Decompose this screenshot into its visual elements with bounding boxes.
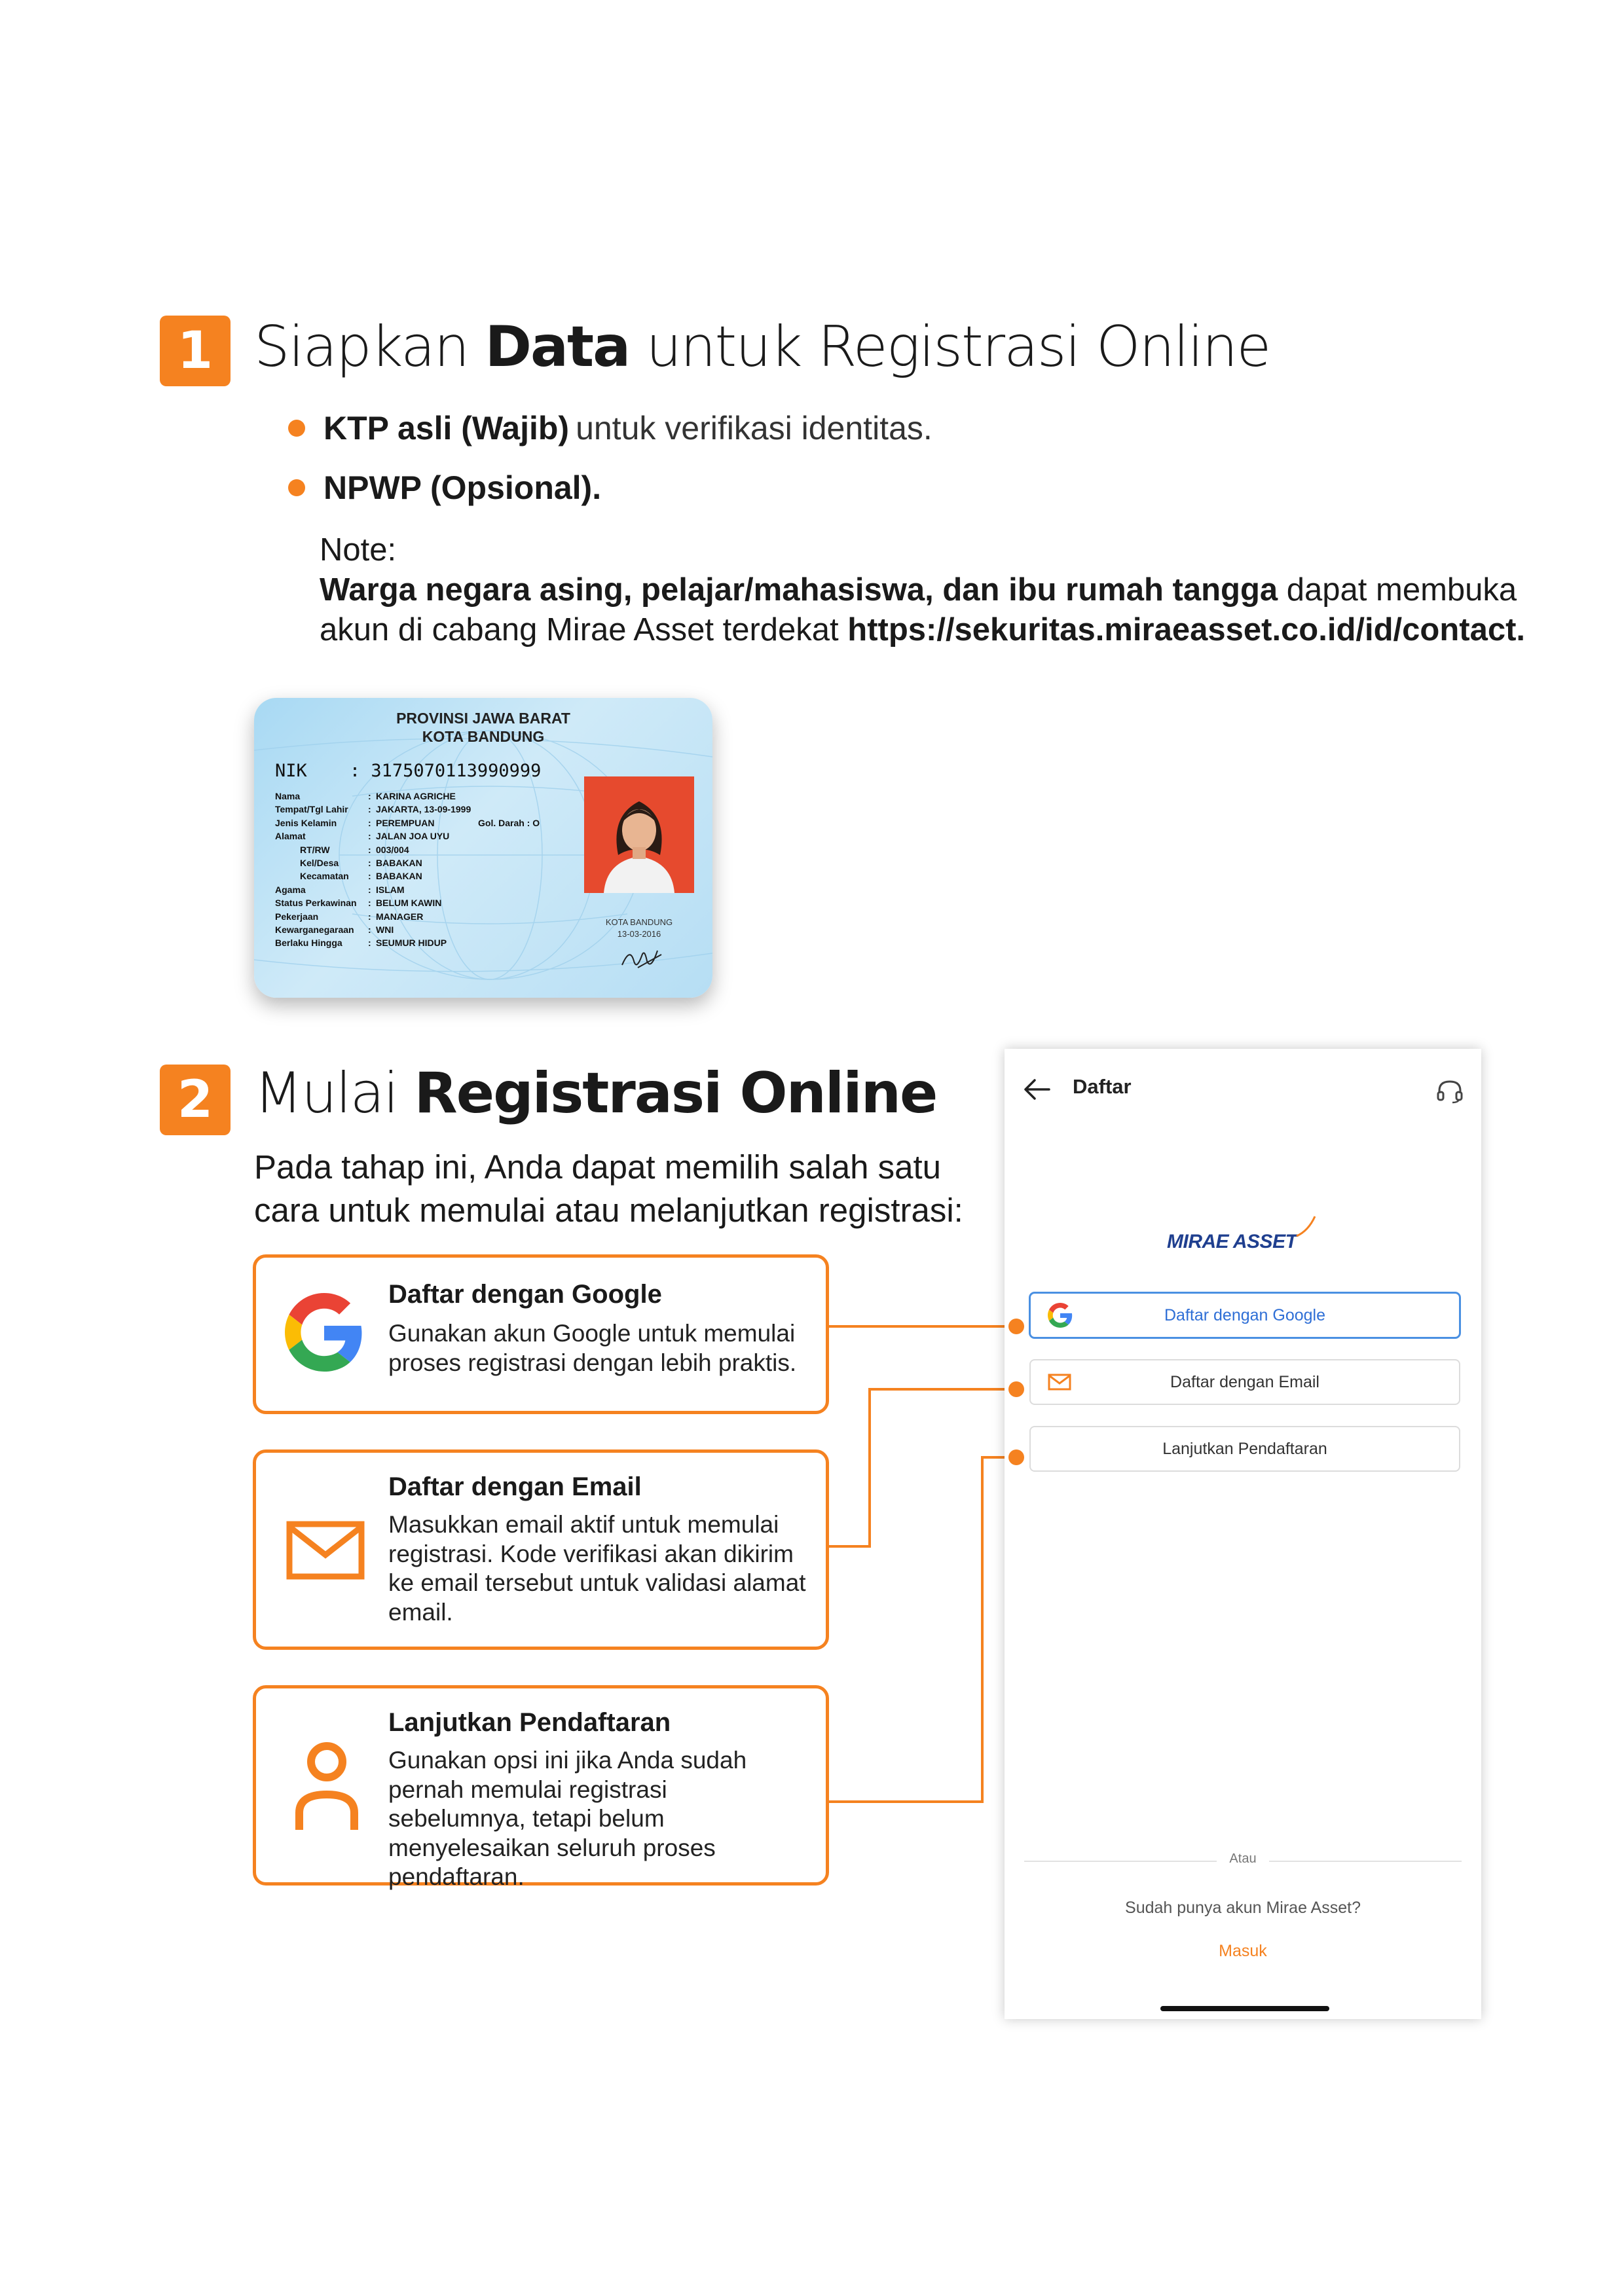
option-title: Daftar dengan Google — [388, 1280, 662, 1309]
ktp-city: KOTA BANDUNG — [422, 728, 545, 745]
step-number-1: 1 — [160, 316, 231, 386]
connector-dot — [1008, 1381, 1024, 1397]
login-link[interactable]: Masuk — [1219, 1942, 1267, 1960]
google-icon — [1048, 1303, 1073, 1328]
button-label: Daftar dengan Google — [1164, 1305, 1325, 1324]
signature-icon — [618, 941, 665, 974]
button-label: Lanjutkan Pendaftaran — [1162, 1439, 1327, 1458]
bullet-dot — [288, 420, 305, 437]
ktp-fields: Nama : KARINA AGRICHE Tempat/Tgl Lahir : JAKARTA, 13-09-1999 Jenis Kelamin : PEREMPUAN Gol. Darah : O Alamat : JALAN JOA UYU RT/RW : 003/004 Kel/Desa : BABAKAN Kecamatan : BABAKAN Agama : ISLAM Status Perkawinan : BELUM KAWIN Pekerjaan : MANAGER Kewarganegaraan : WNI Berlaku Hingga : SEUMUR HIDUP — [275, 791, 540, 949]
option-desc: Gunakan opsi ini jika Anda sudah pernah memulai registrasi sebelumnya, tetapi belum menyelesaikan seluruh proses pendaftaran. — [388, 1747, 747, 1890]
envelope-icon — [1048, 1374, 1071, 1391]
phone-screen — [1005, 1049, 1481, 2019]
ktp-issue-info: KOTA BANDUNG 13-03-2016 — [605, 917, 673, 939]
option-card-google — [253, 1254, 829, 1414]
back-arrow-icon[interactable] — [1023, 1078, 1052, 1101]
option-desc: Masukkan email aktif untuk memulai registrasi. Kode verifikasi akan dikirim ke email tersebut untuk validasi alamat email. — [388, 1511, 806, 1626]
connector-dot — [1008, 1449, 1024, 1465]
person-icon — [293, 1741, 361, 1832]
phone-google-button[interactable] — [1029, 1292, 1460, 1338]
ktp-id-card — [254, 698, 712, 998]
note-label: Note: — [320, 532, 397, 568]
option-desc: Gunakan akun Google untuk memulai proses registrasi dengan lebih praktis. — [388, 1320, 797, 1376]
divider-label: Atau — [1217, 1851, 1269, 1867]
option-title: Daftar dengan Email — [388, 1472, 642, 1501]
envelope-icon — [286, 1521, 365, 1580]
section1-heading: Siapkan Data untuk Registrasi Online — [254, 314, 1270, 380]
section2-heading: Mulai Registrasi Online — [254, 1061, 937, 1126]
connector-dot — [1008, 1319, 1024, 1334]
button-label: Daftar dengan Email — [1170, 1372, 1320, 1391]
mirae-asset-logo: MIRAE ASSET — [1167, 1231, 1297, 1252]
home-indicator — [1160, 2006, 1329, 2011]
section2-lead: Pada tahap ini, Anda dapat memilih salah satu cara untuk memulai atau melanjutkan registrasi: — [254, 1148, 963, 1229]
headset-icon[interactable] — [1435, 1078, 1464, 1104]
connector-email — [871, 1388, 1016, 1391]
have-account-text: Sudah punya akun Mirae Asset? — [1125, 1899, 1361, 1917]
option-card-continue — [253, 1685, 829, 1890]
step-number-2: 2 — [160, 1065, 231, 1135]
note-block: Note: Warga negara asing, pelajar/mahasiswa, dan ibu rumah tangga dapat membuka akun di cabang Mirae Asset terdekat https://sekuritas.miraeasset.co.id/id/contact. — [320, 530, 1564, 650]
bullet-dot — [288, 479, 305, 496]
phone-header-title: Daftar — [1073, 1075, 1132, 1098]
bullet-ktp: KTP asli (Wajib) untuk verifikasi identitas. — [288, 409, 932, 447]
google-icon — [285, 1293, 363, 1372]
connector-google — [829, 1325, 1016, 1328]
phone-email-button[interactable] — [1029, 1359, 1460, 1405]
logo-swoosh-icon — [1293, 1214, 1319, 1240]
bullet-npwp: NPWP (Opsional). — [288, 469, 608, 507]
phone-continue-button[interactable] — [1029, 1426, 1460, 1472]
ktp-photo — [584, 776, 694, 893]
ktp-province: PROVINSI JAWA BARAT — [396, 710, 570, 727]
option-card-email — [253, 1449, 829, 1650]
ktp-nik: NIK : 3175070113990999 — [275, 761, 542, 781]
option-title: Lanjutkan Pendaftaran — [388, 1708, 671, 1737]
contact-link[interactable]: https://sekuritas.miraeasset.co.id/id/contact. — [847, 612, 1526, 647]
connector-continue-vertical — [829, 1456, 984, 1803]
